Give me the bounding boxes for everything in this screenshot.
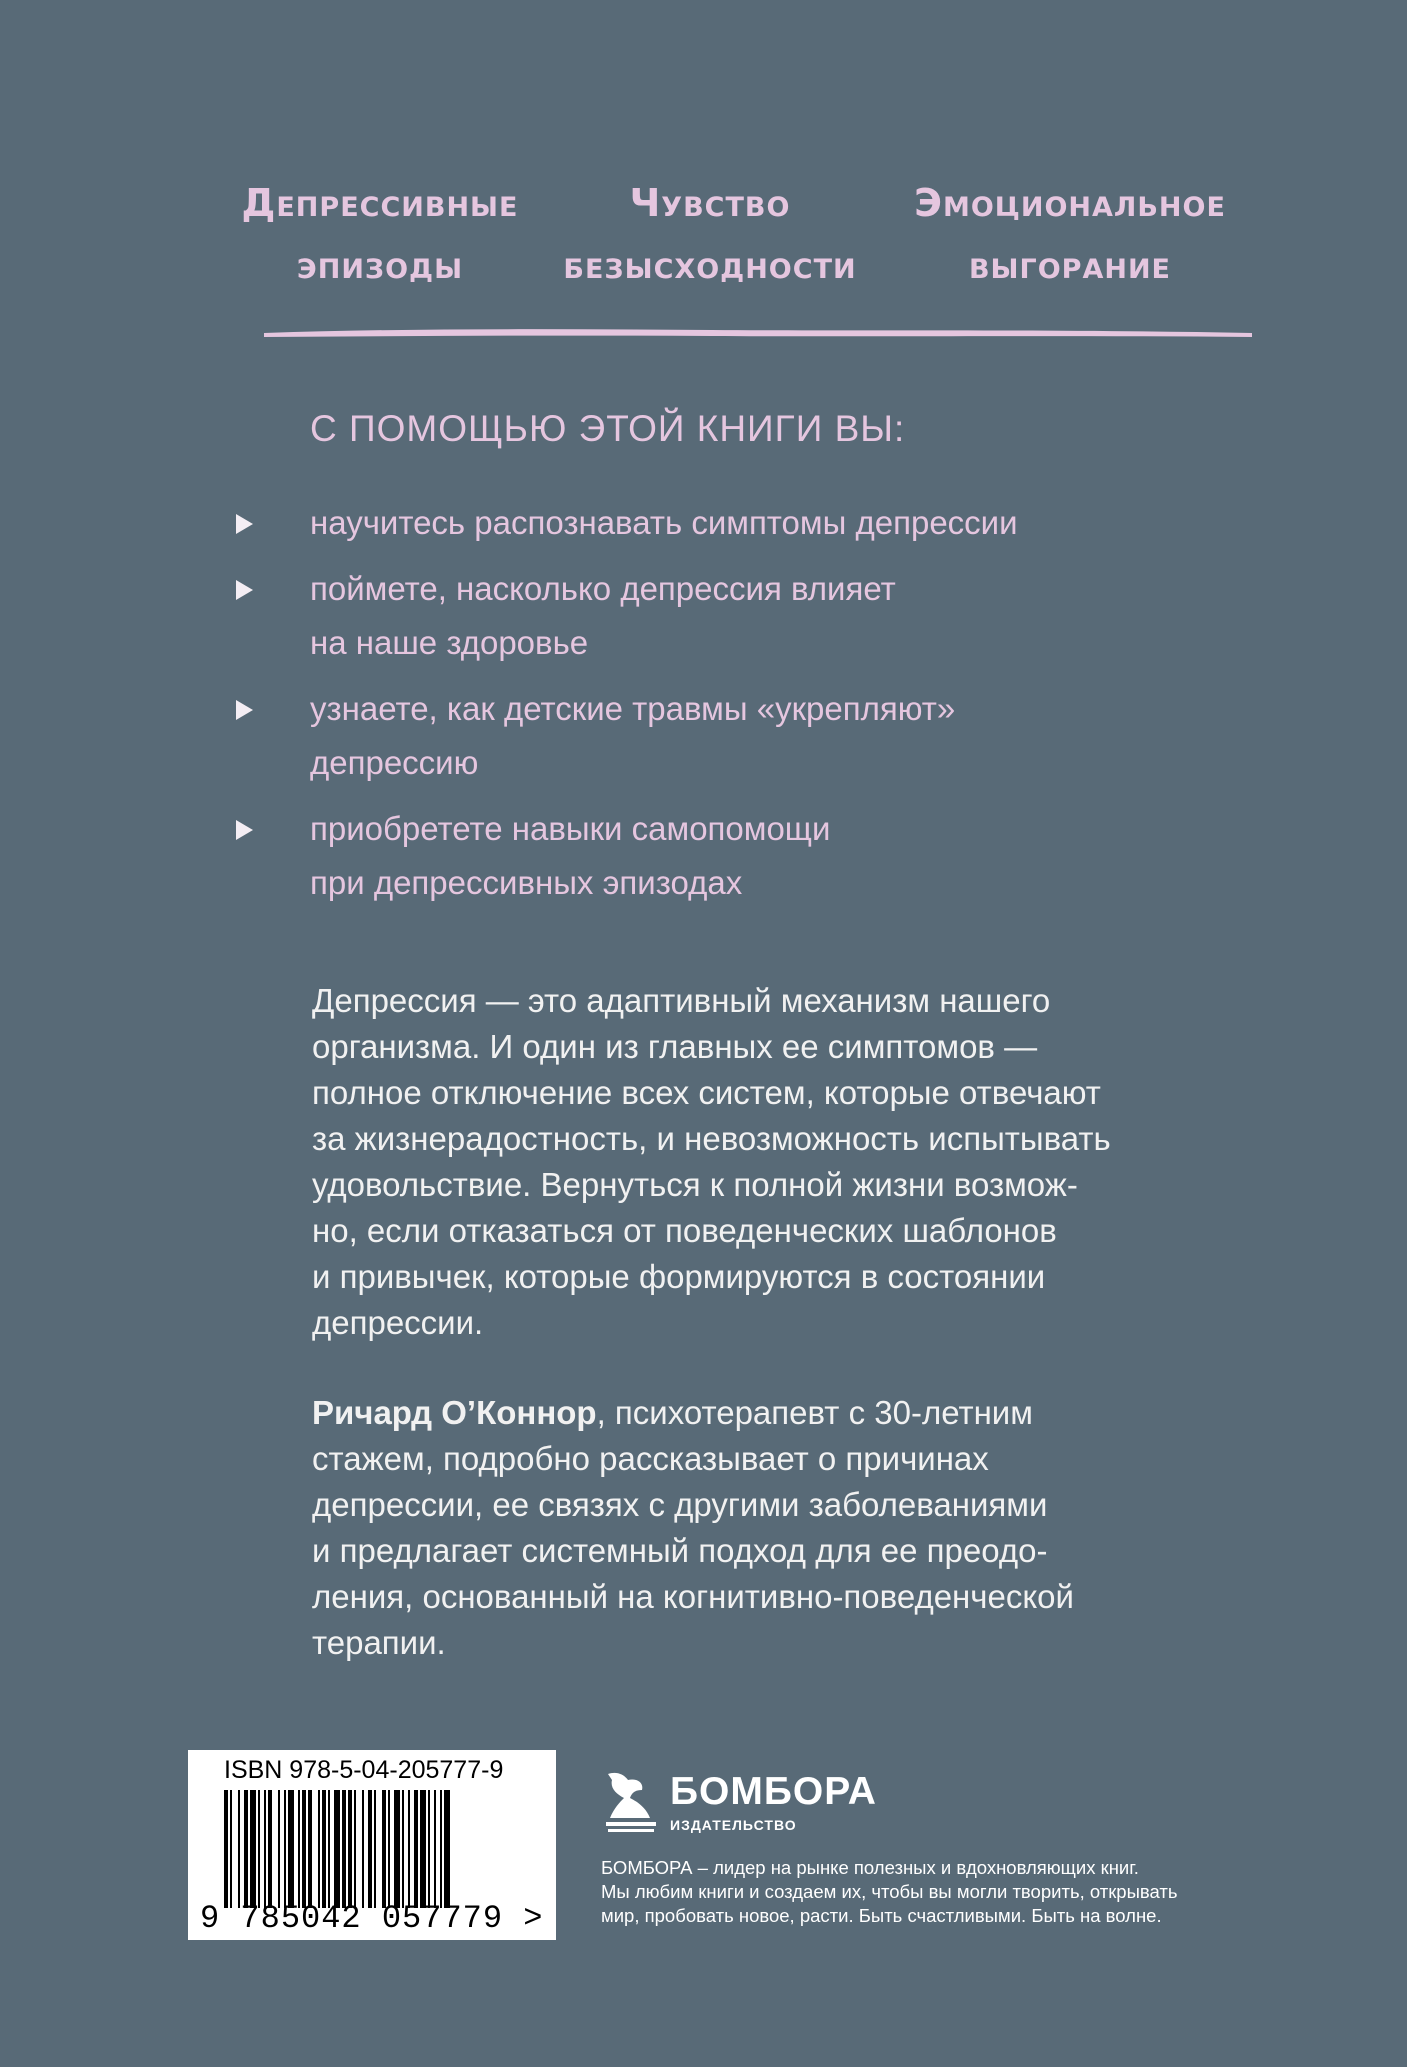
isbn-label: ISBN 978-5-04-205777-9 — [224, 1756, 504, 1784]
book-description — [312, 978, 1252, 1346]
list-item-text: узнаете, как детские травмы «укрепляют» — [310, 690, 956, 727]
barcode-digits: 9 785042 057779 > — [200, 1900, 544, 1937]
barcode-bar — [394, 1790, 400, 1908]
triangle-bullet-icon — [236, 700, 253, 720]
barcode-bar — [244, 1790, 248, 1908]
barcode-bar — [258, 1790, 260, 1908]
bio-line: депрессии, ее связях с другими заболеваниями — [312, 1486, 1048, 1523]
barcode-bar — [434, 1790, 436, 1908]
bio-line: и предлагает системный подход для ее преодо- — [312, 1532, 1048, 1569]
description-line: за жизнерадостность, и невозможность испытывать — [312, 1120, 1111, 1157]
barcode-bar — [354, 1790, 356, 1908]
publisher-tagline — [601, 1856, 1241, 1928]
description-line: депрессии. — [312, 1304, 484, 1341]
triangle-bullet-icon — [236, 820, 253, 840]
topic-line: выгорание — [968, 243, 1172, 287]
list-item — [236, 496, 1236, 550]
topic-line: Эмоциональное — [914, 181, 1226, 225]
barcode-bar — [334, 1790, 340, 1908]
bio-line: ления, основанный на когнитивно-поведенческой — [312, 1578, 1074, 1615]
description-line: организма. И один из главных ее симптомов — — [312, 1028, 1038, 1065]
barcode-bar — [302, 1790, 306, 1908]
topic-line: эпизоды — [296, 243, 464, 287]
barcode-bar — [224, 1790, 228, 1908]
intro-heading: С ПОМОЩЬЮ ЭТОЙ КНИГИ ВЫ: — [310, 408, 906, 449]
topic-line: Чувство — [629, 181, 791, 225]
list-item-text: на наше здоровье — [310, 624, 589, 661]
barcode-bar — [318, 1790, 320, 1908]
description-line: полное отключение всех систем, которые отвечают — [312, 1074, 1101, 1111]
publisher-subtitle: ИЗДАТЕЛЬСТВО — [670, 1817, 797, 1833]
bio-first-line — [312, 1390, 1252, 1436]
topics-header — [230, 172, 1250, 302]
barcode-bar — [284, 1790, 286, 1908]
bio-line: терапии. — [312, 1624, 446, 1661]
barcode-bar — [428, 1790, 430, 1908]
tagline-line: мир, пробовать новое, расти. Быть счастливыми. Быть на волне. — [601, 1905, 1162, 1926]
barcode-bar — [298, 1790, 300, 1908]
bio-text: , психотерапевт с 30-летним — [596, 1394, 1033, 1431]
list-item-text: поймете, насколько депрессия влияет — [310, 570, 896, 607]
topic-depressive-episodes — [230, 172, 530, 296]
topic-hopelessness — [550, 172, 870, 296]
barcode-bar — [328, 1790, 330, 1908]
list-item — [236, 802, 1236, 910]
topic-line: безысходности — [563, 243, 857, 287]
barcode-bars — [224, 1790, 524, 1908]
author-bio — [312, 1390, 1252, 1666]
barcode-bar — [420, 1790, 426, 1908]
topic-burnout — [890, 172, 1250, 296]
barcode-bar — [278, 1790, 280, 1908]
description-line: и привычек, которые формируются в состоянии — [312, 1258, 1046, 1295]
triangle-bullet-icon — [236, 514, 253, 534]
barcode-bar — [268, 1790, 272, 1908]
list-item-text: депрессию — [310, 744, 479, 781]
isbn-barcode — [188, 1750, 556, 1940]
description-line: но, если отказаться от поведенческих шаблонов — [312, 1212, 1057, 1249]
tagline-line: Мы любим книги и создаем их, чтобы вы могли творить, открывать — [601, 1881, 1178, 1902]
barcode-bar — [250, 1790, 256, 1908]
triangle-bullet-icon — [236, 580, 253, 600]
barcode-bar — [382, 1790, 386, 1908]
barcode-bar — [362, 1790, 364, 1908]
topic-line: Депрессивные — [241, 181, 519, 225]
bio-line: стажем, подробно рассказывает о причинах — [312, 1440, 989, 1477]
barcode-bar — [414, 1790, 418, 1908]
barcode-bar — [230, 1790, 232, 1908]
list-item-text: при депрессивных эпизодах — [310, 864, 743, 901]
description-line: Депрессия — это адаптивный механизм нашего — [312, 982, 1051, 1019]
list-item-text: научитесь распознавать симптомы депрессии — [310, 504, 1018, 541]
brush-stroke-divider — [262, 322, 1255, 342]
barcode-bar — [348, 1790, 352, 1908]
benefits-list — [236, 496, 1236, 922]
barcode-bar — [288, 1790, 294, 1908]
list-item — [236, 562, 1236, 670]
barcode-bar — [264, 1790, 266, 1908]
list-item-text: приобретете навыки самопомощи — [310, 810, 831, 847]
publisher-name: БОМБОРА — [670, 1770, 877, 1813]
description-line: удовольствие. Вернуться к полной жизни возмож- — [312, 1166, 1078, 1203]
barcode-bar — [440, 1790, 442, 1908]
list-item — [236, 682, 1236, 790]
barcode-bar — [322, 1790, 326, 1908]
barcode-bar — [388, 1790, 390, 1908]
barcode-bar — [342, 1790, 346, 1908]
barcode-bar — [308, 1790, 312, 1908]
barcode-bar — [374, 1790, 376, 1908]
barcode-bar — [444, 1790, 450, 1908]
barcode-bar — [238, 1790, 240, 1908]
tagline-line: БОМБОРА – лидер на рынке полезных и вдохновляющих книг. — [601, 1857, 1139, 1878]
author-name: Ричард О’Коннор — [312, 1394, 597, 1431]
barcode-bar — [402, 1790, 404, 1908]
barcode-bar — [408, 1790, 410, 1908]
barcode-bar — [368, 1790, 372, 1908]
